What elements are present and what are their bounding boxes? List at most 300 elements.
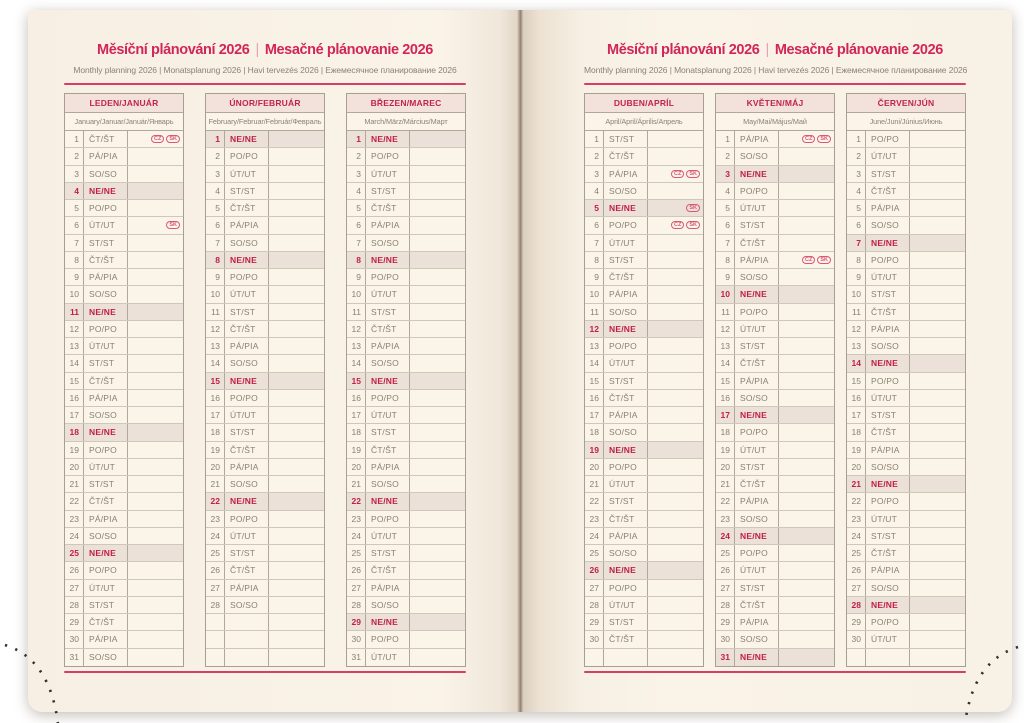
day-number: 18	[847, 424, 866, 440]
day-abbreviation: PO/PO	[735, 424, 779, 440]
notes-cell	[410, 183, 465, 199]
day-number: 8	[847, 252, 866, 268]
day-abbreviation: ÚT/UT	[604, 235, 648, 251]
notes-cell	[128, 338, 183, 354]
month-table-january	[64, 93, 184, 667]
month-name: ÚNOR/FEBRUÁR	[206, 94, 324, 113]
notes-cell	[779, 269, 834, 285]
day-abbreviation: ČT/ŠT	[84, 493, 128, 509]
notes-cell	[910, 545, 965, 561]
day-abbreviation: NE/NE	[84, 424, 128, 440]
day-abbreviation: PO/PO	[225, 390, 269, 406]
notes-cell	[410, 597, 465, 613]
day-row	[347, 390, 465, 407]
day-number: 28	[585, 597, 604, 613]
day-row	[347, 597, 465, 614]
day-number: 11	[585, 304, 604, 320]
day-row	[585, 200, 703, 217]
day-row	[65, 183, 183, 200]
planner-spread	[28, 10, 1012, 712]
day-number: 19	[585, 442, 604, 458]
day-abbreviation: PÁ/PIA	[866, 442, 910, 458]
notes-cell	[910, 493, 965, 509]
day-abbreviation: ČT/ŠT	[366, 321, 410, 337]
day-row	[716, 459, 834, 476]
day-abbreviation: ÚT/UT	[84, 580, 128, 596]
day-abbreviation: NE/NE	[366, 614, 410, 630]
day-abbreviation: PÁ/PIA	[735, 252, 779, 268]
day-row	[347, 424, 465, 441]
notes-cell	[910, 252, 965, 268]
day-row	[847, 321, 965, 338]
notes-cell	[410, 442, 465, 458]
notes-cell	[410, 459, 465, 475]
notes-cell	[269, 493, 324, 509]
notes-cell	[410, 390, 465, 406]
day-row	[206, 493, 324, 510]
day-abbreviation: ČT/ŠT	[735, 597, 779, 613]
day-number: 12	[716, 321, 735, 337]
day-number: 8	[65, 252, 84, 268]
day-abbreviation: PÁ/PIA	[225, 580, 269, 596]
notes-cell	[128, 217, 183, 233]
day-number: 28	[847, 597, 866, 613]
day-number: 16	[65, 390, 84, 406]
day-abbreviation: PÁ/PIA	[866, 200, 910, 216]
notes-cell	[910, 148, 965, 164]
day-number: 20	[206, 459, 225, 475]
day-abbreviation: PO/PO	[84, 442, 128, 458]
day-number: 15	[65, 373, 84, 389]
day-abbreviation: PÁ/PIA	[604, 528, 648, 544]
day-abbreviation: NE/NE	[604, 321, 648, 337]
sk-holiday-badge: SK	[686, 221, 700, 229]
day-abbreviation: ČT/ŠT	[866, 545, 910, 561]
notes-cell	[269, 597, 324, 613]
day-abbreviation: ÚT/UT	[84, 217, 128, 233]
notes-cell	[779, 235, 834, 251]
day-abbreviation: ČT/ŠT	[225, 442, 269, 458]
notes-cell	[128, 252, 183, 268]
day-number: 16	[716, 390, 735, 406]
day-abbreviation: ÚT/UT	[84, 338, 128, 354]
day-abbreviation: SO/SO	[604, 304, 648, 320]
day-abbreviation: ÚT/UT	[604, 476, 648, 492]
day-row	[585, 166, 703, 183]
day-abbreviation: ČT/ŠT	[604, 631, 648, 647]
day-row	[65, 476, 183, 493]
notes-cell	[269, 373, 324, 389]
day-abbreviation: SO/SO	[366, 355, 410, 371]
day-abbreviation: ST/ST	[366, 424, 410, 440]
day-row	[65, 407, 183, 424]
day-number: 3	[585, 166, 604, 182]
day-row	[585, 631, 703, 648]
day-abbreviation: PÁ/PIA	[366, 217, 410, 233]
empty-row	[847, 649, 965, 666]
day-number: 21	[347, 476, 366, 492]
day-abbreviation: ÚT/UT	[735, 442, 779, 458]
day-abbreviation: ST/ST	[225, 304, 269, 320]
notes-cell	[910, 338, 965, 354]
day-number: 9	[585, 269, 604, 285]
day-abbreviation: PO/PO	[604, 217, 648, 233]
day-number: 19	[206, 442, 225, 458]
day-row	[716, 235, 834, 252]
notes-cell	[410, 528, 465, 544]
day-row	[716, 511, 834, 528]
day-abbreviation: ST/ST	[735, 459, 779, 475]
notes-cell	[779, 252, 834, 268]
day-abbreviation: PO/PO	[866, 252, 910, 268]
notes-cell	[269, 355, 324, 371]
day-row	[585, 562, 703, 579]
notes-cell	[410, 131, 465, 147]
notes-cell	[128, 321, 183, 337]
day-abbreviation: SO/SO	[735, 390, 779, 406]
day-row	[347, 614, 465, 631]
day-number: 29	[716, 614, 735, 630]
day-number: 23	[716, 511, 735, 527]
day-number: 28	[716, 597, 735, 613]
day-row	[65, 545, 183, 562]
day-abbreviation: ÚT/UT	[366, 166, 410, 182]
day-row	[716, 442, 834, 459]
day-number: 12	[65, 321, 84, 337]
day-abbreviation: SO/SO	[866, 338, 910, 354]
notes-cell	[648, 631, 703, 647]
day-abbreviation: NE/NE	[366, 252, 410, 268]
day-abbreviation: NE/NE	[84, 183, 128, 199]
day-abbreviation: PÁ/PIA	[84, 269, 128, 285]
day-abbreviation: ST/ST	[366, 183, 410, 199]
day-row	[65, 631, 183, 648]
notes-cell	[269, 286, 324, 302]
notes-cell	[779, 442, 834, 458]
notes-cell	[269, 631, 324, 647]
notes-cell	[269, 528, 324, 544]
notes-cell	[779, 580, 834, 596]
day-abbreviation: ČT/ŠT	[866, 424, 910, 440]
day-row	[65, 511, 183, 528]
day-abbreviation: PO/PO	[604, 459, 648, 475]
day-number: 6	[585, 217, 604, 233]
day-number: 12	[847, 321, 866, 337]
day-row	[847, 373, 965, 390]
day-row	[206, 131, 324, 148]
notes-cell	[648, 217, 703, 233]
day-row	[716, 252, 834, 269]
day-abbreviation: SO/SO	[866, 580, 910, 596]
day-number: 26	[585, 562, 604, 578]
day-number: 14	[847, 355, 866, 371]
day-row	[206, 580, 324, 597]
day-number: 27	[347, 580, 366, 596]
notes-cell	[269, 424, 324, 440]
day-number: 25	[585, 545, 604, 561]
day-row	[206, 476, 324, 493]
day-row	[585, 148, 703, 165]
day-row	[585, 390, 703, 407]
day-abbreviation: ST/ST	[735, 338, 779, 354]
day-row	[585, 131, 703, 148]
day-abbreviation: ST/ST	[735, 580, 779, 596]
notes-cell	[269, 148, 324, 164]
notes-cell	[910, 304, 965, 320]
day-row	[206, 424, 324, 441]
notes-cell	[269, 131, 324, 147]
sk-holiday-badge: SK	[817, 135, 831, 143]
day-row	[847, 580, 965, 597]
notes-cell	[410, 407, 465, 423]
day-abbreviation: SO/SO	[735, 511, 779, 527]
day-number: 6	[847, 217, 866, 233]
day-abbreviation: NE/NE	[735, 649, 779, 666]
day-row	[716, 580, 834, 597]
day-number: 27	[65, 580, 84, 596]
notes-cell	[779, 562, 834, 578]
day-row	[585, 493, 703, 510]
day-abbreviation: ÚT/UT	[225, 166, 269, 182]
notes-cell	[648, 562, 703, 578]
month-name: DUBEN/APRÍL	[585, 94, 703, 113]
day-number: 20	[847, 459, 866, 475]
notes-cell	[128, 200, 183, 216]
day-abbreviation: NE/NE	[225, 373, 269, 389]
notes-cell	[779, 459, 834, 475]
day-row	[585, 545, 703, 562]
day-number: 20	[347, 459, 366, 475]
day-number: 25	[206, 545, 225, 561]
notes-cell	[128, 355, 183, 371]
day-row	[347, 528, 465, 545]
day-row	[585, 528, 703, 545]
day-abbreviation: ČT/ŠT	[84, 373, 128, 389]
day-number: 24	[65, 528, 84, 544]
day-row	[585, 580, 703, 597]
notes-cell	[779, 390, 834, 406]
day-number: 28	[65, 597, 84, 613]
day-number	[847, 649, 866, 666]
day-number: 17	[847, 407, 866, 423]
day-number: 9	[206, 269, 225, 285]
day-number: 27	[585, 580, 604, 596]
day-number: 4	[585, 183, 604, 199]
day-number: 8	[347, 252, 366, 268]
day-abbreviation: PO/PO	[84, 321, 128, 337]
day-abbreviation: NE/NE	[225, 493, 269, 509]
day-abbreviation: NE/NE	[735, 286, 779, 302]
page-subtitle: Monthly planning 2026 | Monatsplanung 2026 | Havi tervezés 2026 | Ежемесячное планирование 2026	[73, 65, 457, 75]
notes-cell	[128, 597, 183, 613]
notes-cell	[410, 614, 465, 630]
months-row-right	[584, 93, 966, 667]
notes-cell	[269, 545, 324, 561]
day-number: 13	[65, 338, 84, 354]
day-row	[585, 459, 703, 476]
month-subtitle: March/März/Március/Март	[347, 113, 465, 131]
day-row	[65, 235, 183, 252]
day-abbreviation: ČT/ŠT	[604, 269, 648, 285]
day-abbreviation: ČT/ŠT	[866, 304, 910, 320]
day-abbreviation: NE/NE	[366, 373, 410, 389]
day-abbreviation: ST/ST	[866, 407, 910, 423]
day-number: 13	[716, 338, 735, 354]
month-table-february	[205, 93, 325, 667]
day-row	[347, 442, 465, 459]
day-row	[847, 166, 965, 183]
day-number: 20	[716, 459, 735, 475]
day-abbreviation: SO/SO	[84, 286, 128, 302]
day-number: 24	[847, 528, 866, 544]
day-abbreviation: ÚT/UT	[866, 148, 910, 164]
day-number: 20	[65, 459, 84, 475]
day-number: 26	[206, 562, 225, 578]
day-number: 11	[206, 304, 225, 320]
day-row	[206, 459, 324, 476]
day-abbreviation: ST/ST	[84, 597, 128, 613]
notes-cell	[648, 373, 703, 389]
day-row	[585, 217, 703, 234]
day-row	[206, 269, 324, 286]
day-abbreviation: ČT/ŠT	[84, 252, 128, 268]
day-row	[347, 217, 465, 234]
day-row	[65, 200, 183, 217]
day-number: 5	[206, 200, 225, 216]
day-row	[206, 355, 324, 372]
day-abbreviation: SO/SO	[84, 649, 128, 666]
day-abbreviation: ÚT/UT	[604, 597, 648, 613]
day-abbreviation: NE/NE	[604, 200, 648, 216]
day-row	[65, 131, 183, 148]
day-row	[847, 286, 965, 303]
day-number: 2	[65, 148, 84, 164]
months-row-left	[64, 93, 466, 667]
day-row	[847, 252, 965, 269]
cz-holiday-badge: CZ	[151, 135, 164, 143]
day-row	[206, 511, 324, 528]
page-title-slovak: Mesačné plánovanie 2026	[774, 42, 943, 58]
day-number: 19	[347, 442, 366, 458]
notes-cell	[128, 476, 183, 492]
day-row	[716, 476, 834, 493]
notes-cell	[779, 476, 834, 492]
notes-cell	[269, 338, 324, 354]
day-abbreviation: ČT/ŠT	[225, 562, 269, 578]
notes-cell	[128, 131, 183, 147]
day-number: 14	[206, 355, 225, 371]
day-row	[347, 148, 465, 165]
day-number: 5	[347, 200, 366, 216]
day-abbreviation: ÚT/UT	[225, 528, 269, 544]
notes-cell	[410, 252, 465, 268]
day-row	[347, 649, 465, 666]
day-abbreviation: ST/ST	[604, 373, 648, 389]
notes-cell	[910, 183, 965, 199]
day-abbreviation: ST/ST	[604, 131, 648, 147]
day-abbreviation: ÚT/UT	[225, 286, 269, 302]
day-number: 16	[847, 390, 866, 406]
day-abbreviation: PO/PO	[366, 269, 410, 285]
day-abbreviation: SO/SO	[84, 528, 128, 544]
day-abbreviation: ST/ST	[84, 476, 128, 492]
day-abbreviation: ÚT/UT	[866, 390, 910, 406]
day-row	[716, 286, 834, 303]
day-row	[716, 321, 834, 338]
day-number: 22	[585, 493, 604, 509]
day-abbreviation: SO/SO	[604, 424, 648, 440]
day-row	[65, 252, 183, 269]
day-row	[847, 217, 965, 234]
notes-cell	[648, 545, 703, 561]
day-row	[206, 200, 324, 217]
day-row	[585, 252, 703, 269]
notes-cell	[910, 580, 965, 596]
day-row	[716, 217, 834, 234]
day-number: 23	[585, 511, 604, 527]
notes-cell	[648, 235, 703, 251]
notes-cell	[128, 528, 183, 544]
day-row	[716, 562, 834, 579]
day-abbreviation: ČT/ŠT	[866, 183, 910, 199]
day-number: 18	[716, 424, 735, 440]
day-abbreviation: NE/NE	[225, 131, 269, 147]
notes-cell	[910, 476, 965, 492]
day-number: 10	[585, 286, 604, 302]
day-row	[65, 373, 183, 390]
day-row	[585, 511, 703, 528]
notes-cell	[410, 580, 465, 596]
day-abbreviation: PO/PO	[225, 148, 269, 164]
day-number: 24	[716, 528, 735, 544]
notes-cell	[779, 493, 834, 509]
month-name: LEDEN/JANUÁR	[65, 94, 183, 113]
day-row	[585, 597, 703, 614]
day-row	[206, 286, 324, 303]
day-abbreviation: PÁ/PIA	[84, 631, 128, 647]
page-title-czech: Měsíční plánování 2026	[607, 42, 760, 58]
day-number: 3	[847, 166, 866, 182]
day-abbreviation: SO/SO	[366, 597, 410, 613]
day-abbreviation: ČT/ŠT	[735, 235, 779, 251]
day-number: 30	[716, 631, 735, 647]
title-separator: |	[255, 42, 259, 58]
notes-cell	[648, 459, 703, 475]
notes-cell	[410, 373, 465, 389]
day-number: 26	[847, 562, 866, 578]
day-row	[206, 338, 324, 355]
day-number: 17	[585, 407, 604, 423]
day-abbreviation: PO/PO	[866, 131, 910, 147]
notes-cell	[269, 183, 324, 199]
day-number: 12	[206, 321, 225, 337]
notes-cell	[910, 649, 965, 666]
day-row	[65, 597, 183, 614]
day-abbreviation: ÚT/UT	[735, 200, 779, 216]
notes-cell	[269, 321, 324, 337]
day-abbreviation: PÁ/PIA	[604, 407, 648, 423]
day-abbreviation: ÚT/UT	[866, 269, 910, 285]
day-number: 14	[716, 355, 735, 371]
day-number: 10	[65, 286, 84, 302]
cz-holiday-badge: CZ	[802, 256, 815, 264]
notes-cell	[269, 166, 324, 182]
day-row	[847, 390, 965, 407]
month-name: BŘEZEN/MAREC	[347, 94, 465, 113]
day-row	[585, 304, 703, 321]
notes-cell	[269, 407, 324, 423]
day-number: 2	[847, 148, 866, 164]
